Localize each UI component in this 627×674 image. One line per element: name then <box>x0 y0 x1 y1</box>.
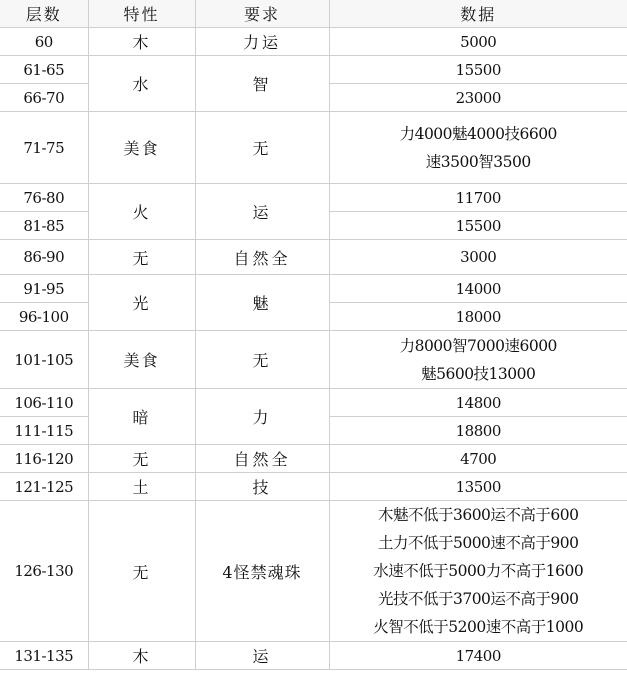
data-line: 力4000魅4000技6600 <box>399 124 557 143</box>
requirement-cell: 无 <box>195 112 329 184</box>
trait-cell: 无 <box>88 445 195 473</box>
table-row <box>0 642 627 670</box>
data-cell: 18800 <box>329 417 627 445</box>
table-row <box>0 331 627 389</box>
trait-cell: 木 <box>88 642 195 670</box>
data-cell: 14000 <box>329 275 627 303</box>
data-cell: 17400 <box>329 642 627 670</box>
floor-cell: 71-75 <box>0 112 88 184</box>
trait-cell: 木 <box>88 28 195 56</box>
floor-cell: 131-135 <box>0 642 88 670</box>
table-row <box>0 184 627 212</box>
floor-cell: 101-105 <box>0 331 88 389</box>
floor-cell: 60 <box>0 28 88 56</box>
data-line: 火智不低于5200速不高于1000 <box>373 618 584 636</box>
header-row <box>0 0 627 28</box>
requirement-cell: 力运 <box>195 28 329 56</box>
floor-cell: 76-80 <box>0 184 88 212</box>
data-line: 光技不低于3700运不高于900 <box>377 590 579 608</box>
data-cell: 4700 <box>329 445 627 473</box>
data-line: 木魅不低于3600运不高于600 <box>377 506 579 524</box>
table-row <box>0 473 627 501</box>
floor-cell: 81-85 <box>0 212 88 240</box>
data-cell: 11700 <box>329 184 627 212</box>
data-cell: 15500 <box>329 56 627 84</box>
floor-cell: 116-120 <box>0 445 88 473</box>
data-cell: 23000 <box>329 84 627 112</box>
data-cell: 14800 <box>329 389 627 417</box>
floor-cell: 96-100 <box>0 303 88 331</box>
table-row <box>0 240 627 275</box>
data-line: 魅5600技13000 <box>421 364 536 383</box>
requirement-cell: 无 <box>195 331 329 389</box>
trait-cell: 美食 <box>88 112 195 184</box>
data-line: 土力不低于5000速不高于900 <box>377 534 579 552</box>
data-cell: 15500 <box>329 212 627 240</box>
data-cell: 13500 <box>329 473 627 501</box>
requirement-cell: 力 <box>195 389 329 445</box>
floor-cell: 106-110 <box>0 389 88 417</box>
requirement-cell: 自然全 <box>195 445 329 473</box>
floor-cell: 86-90 <box>0 240 88 275</box>
floor-cell: 111-115 <box>0 417 88 445</box>
data-cell <box>329 331 627 389</box>
data-line: 水速不低于5000力不高于1600 <box>373 562 584 580</box>
table-row <box>0 275 627 303</box>
floor-cell: 66-70 <box>0 84 88 112</box>
requirement-cell: 4怪禁魂珠 <box>195 501 329 642</box>
data-cell <box>329 501 627 642</box>
requirement-cell: 运 <box>195 642 329 670</box>
trait-cell: 水 <box>88 56 195 112</box>
requirement-cell: 运 <box>195 184 329 240</box>
trait-cell: 美食 <box>88 331 195 389</box>
requirement-cell: 智 <box>195 56 329 112</box>
floor-cell: 126-130 <box>0 501 88 642</box>
data-cell <box>329 112 627 184</box>
requirement-cell: 技 <box>195 473 329 501</box>
data-cell: 18000 <box>329 303 627 331</box>
table-row <box>0 445 627 473</box>
data-cell: 3000 <box>329 240 627 275</box>
table-row <box>0 389 627 417</box>
table-row <box>0 28 627 56</box>
trait-cell: 无 <box>88 240 195 275</box>
header-requirement: 要求 <box>195 0 329 28</box>
trait-cell: 火 <box>88 184 195 240</box>
data-cell: 5000 <box>329 28 627 56</box>
header-data: 数据 <box>329 0 627 28</box>
floor-cell: 121-125 <box>0 473 88 501</box>
requirement-cell: 魅 <box>195 275 329 331</box>
floor-cell: 91-95 <box>0 275 88 303</box>
data-line: 力8000智7000速6000 <box>399 336 557 355</box>
trait-cell: 无 <box>88 501 195 642</box>
floor-cell: 61-65 <box>0 56 88 84</box>
trait-cell: 暗 <box>88 389 195 445</box>
data-line: 速3500智3500 <box>425 152 531 171</box>
trait-cell: 土 <box>88 473 195 501</box>
table-row <box>0 112 627 184</box>
table-row <box>0 56 627 84</box>
trait-cell: 光 <box>88 275 195 331</box>
header-floor: 层数 <box>0 0 88 28</box>
table-row <box>0 501 627 642</box>
header-trait: 特性 <box>88 0 195 28</box>
requirement-cell: 自然全 <box>195 240 329 275</box>
